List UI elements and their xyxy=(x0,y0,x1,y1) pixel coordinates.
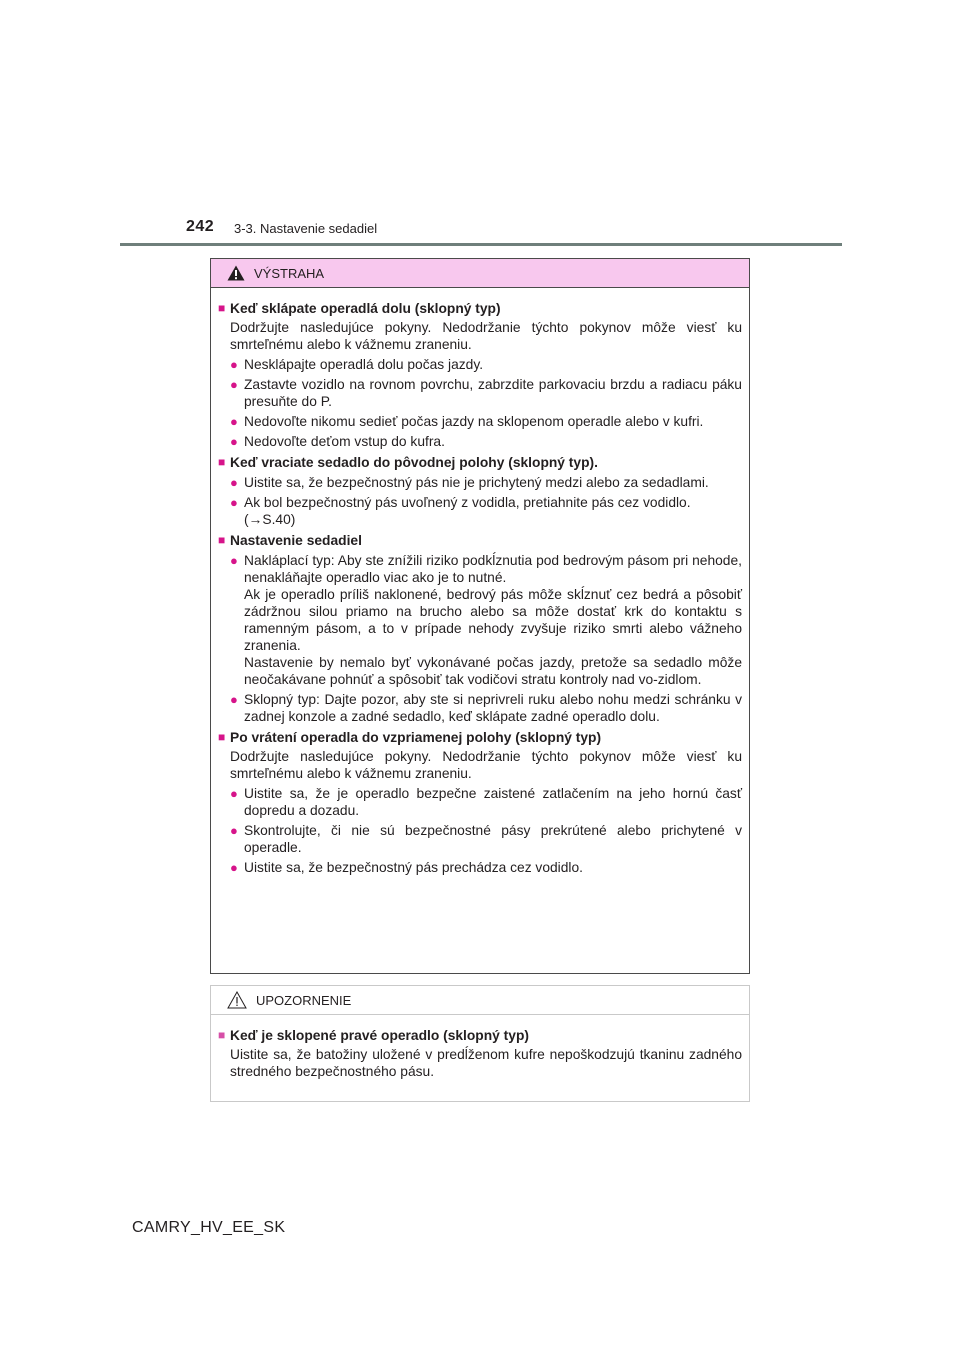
section-heading xyxy=(218,532,742,549)
section-intro: Dodržujte nasledujúce pokyny. Nedodržanie týchto pokynov môže viesť ku smrteľnému alebo k vážnemu zraneniu. xyxy=(230,749,742,781)
round-bullet-icon: ● xyxy=(230,434,238,449)
section-title: 3-3. Nastavenie sedadiel xyxy=(234,221,378,236)
list-item xyxy=(218,785,742,819)
section-heading xyxy=(218,454,742,471)
warning-header xyxy=(211,259,749,288)
list-item xyxy=(218,822,742,856)
list-item-text xyxy=(244,376,742,410)
caution-header xyxy=(211,986,749,1015)
square-bullet-icon: ■ xyxy=(218,1028,226,1042)
round-bullet-icon: ● xyxy=(230,553,238,568)
list-item xyxy=(218,494,742,528)
list-item xyxy=(218,691,742,725)
list-item xyxy=(218,859,742,876)
caution-body xyxy=(211,1015,749,1080)
section-intro: Dodržujte nasledujúce pokyny. Nedodržanie týchto pokynov môže viesť ku smrteľnému alebo k vážnemu zraneniu. xyxy=(230,320,742,352)
round-bullet-icon: ● xyxy=(230,377,238,392)
section-intro: Uistite sa, že batožiny uložené v predĺženom kufre nepoškodzujú tkaninu zadného stredného bezpečnostného pásu. xyxy=(230,1047,742,1079)
list-item xyxy=(218,433,742,450)
list-item-line: Nastavenie by nemalo byť vykonávané počas jazdy, pretože sa sedadlo môže neočakávane pohnúť a spôsobiť tak vodičovi stratu kontroly nad vo-zidlom. xyxy=(244,655,742,687)
list-item xyxy=(218,552,742,688)
list-item-line: Zastavte vozidlo na rovnom povrchu, zabrzdite parkovaciu brzdu a radiacu páku presuňte do P. xyxy=(244,377,742,409)
caution-triangle-icon xyxy=(227,991,247,1009)
list-item-line: Skontrolujte, či nie sú bezpečnostné pásy prekrútené alebo prichytené v operadle. xyxy=(244,823,742,855)
section-heading-text: Keď sklápate operadlá dolu (sklopný typ) xyxy=(230,301,501,316)
list-item-line: Nesklápajte operadlá dolu počas jazdy. xyxy=(244,357,484,372)
list-item-line: Sklopný typ: Dajte pozor, aby ste si neprivreli ruku alebo nohu medzi schránku v zadnej konzole a zadné sedadlo, keď sklápate zadné operadlo dolu. xyxy=(244,692,742,724)
list-item-line: Uistite sa, že je operadlo bezpečne zaistené zatlačením na jeho hornú časť dopredu a dozadu. xyxy=(244,786,742,818)
warning-triangle-icon xyxy=(227,265,245,281)
list-item xyxy=(218,356,742,373)
list-item-line: Ak bol bezpečnostný pás uvoľnený z vodidla, pretiahnite pás cez vodidlo. xyxy=(244,495,691,510)
square-bullet-icon: ■ xyxy=(218,301,226,315)
list-item xyxy=(218,376,742,410)
list-item xyxy=(218,413,742,430)
list-item-text xyxy=(244,356,742,373)
section-heading xyxy=(218,729,742,746)
round-bullet-icon: ● xyxy=(230,495,238,510)
list-item-text xyxy=(244,859,742,876)
list-item xyxy=(218,474,742,491)
document-code: CAMRY_HV_EE_SK xyxy=(132,1219,286,1236)
list-item-text xyxy=(244,494,742,528)
list-item-line: Nedovoľte nikomu sedieť počas jazdy na sklopenom operadle alebo v kufri. xyxy=(244,414,704,429)
warning-box xyxy=(210,258,750,974)
section-heading-text: Nastavenie sedadiel xyxy=(230,533,362,548)
square-bullet-icon: ■ xyxy=(218,533,226,547)
square-bullet-icon: ■ xyxy=(218,455,226,469)
list-item-text xyxy=(244,413,742,430)
list-item-line: Ak je operadlo príliš naklonené, bedrový pás môže skĺznuť cez bedrá a pôsobiť zádržnou silou priamo na brucho alebo sa môže dostať krk do kontaktu s ramenným pásom, a to v prípade nehody zvyšuje riziko smrti alebo vážneho zranenia. xyxy=(244,587,742,653)
list-item-line: Nakláplací typ: Aby ste znížili riziko podkĺznutia pod bedrovým pásom pri nehode, nenakláňajte operadlo viac ako je to nutné. xyxy=(244,553,742,585)
section-heading-text: Keď vraciate sedadlo do pôvodnej polohy (sklopný typ). xyxy=(230,455,598,470)
round-bullet-icon: ● xyxy=(230,414,238,429)
section-heading xyxy=(218,1027,742,1044)
round-bullet-icon: ● xyxy=(230,692,238,707)
list-item-text xyxy=(244,433,742,450)
list-item-line: Nedovoľte deťom vstup do kufra. xyxy=(244,434,445,449)
round-bullet-icon: ● xyxy=(230,786,238,801)
round-bullet-icon: ● xyxy=(230,860,238,875)
list-item-text xyxy=(244,822,742,856)
warning-body xyxy=(211,288,749,876)
section-heading xyxy=(218,300,742,317)
square-bullet-icon: ■ xyxy=(218,730,226,744)
round-bullet-icon: ● xyxy=(230,357,238,372)
section-heading-text: Keď je sklopené pravé operadlo (sklopný typ) xyxy=(230,1028,529,1043)
list-item-text xyxy=(244,785,742,819)
section-heading-text: Po vrátení operadla do vzpriamenej polohy (sklopný typ) xyxy=(230,730,602,745)
round-bullet-icon: ● xyxy=(230,475,238,490)
list-item-text xyxy=(244,474,742,491)
page-number: 242 xyxy=(186,218,215,235)
list-item-text xyxy=(244,691,742,725)
warning-title: VÝSTRAHA xyxy=(254,265,325,281)
list-item-line: Uistite sa, že bezpečnostný pás prechádza cez vodidlo. xyxy=(244,860,583,875)
caution-box xyxy=(210,985,750,1102)
round-bullet-icon: ● xyxy=(230,823,238,838)
caution-title: UPOZORNENIE xyxy=(256,992,352,1008)
list-item-line: Uistite sa, že bezpečnostný pás nie je prichytený medzi alebo za sedadlami. xyxy=(244,475,709,490)
header-rule xyxy=(120,243,842,246)
list-item-line: (→S.40) xyxy=(244,512,296,527)
list-item-text xyxy=(244,552,742,688)
